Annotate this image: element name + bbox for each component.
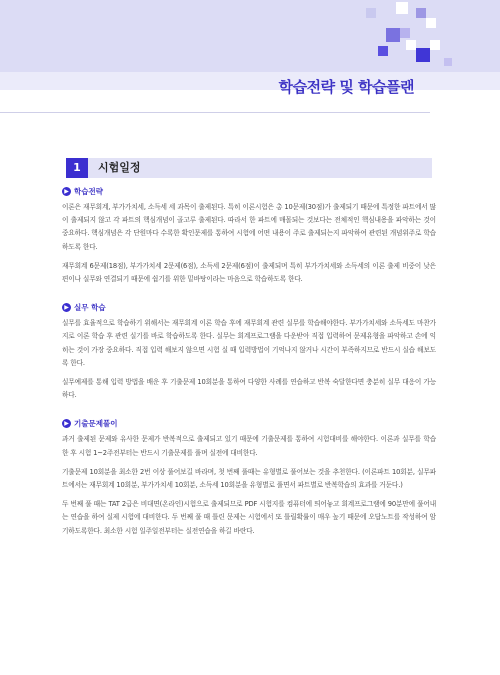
header-band-lower xyxy=(0,72,500,90)
paragraph: 이론은 재무회계, 부가가치세, 소득세 세 과목이 출제된다. 특히 이론시험은 총 10문제(30점)가 출제되기 때문에 특정한 파트에서 많이 출제되지 않고 각 파트의 핵심개념이 골고루 출제된다. 따라서 한 파트에 매몰되는 것보다는 전체적인 핵심내용을 파악하는 것이 중요하다. 핵심개념은 각 단원마다 수록한 확인문제를 통하여 시험에 어떤 내용이 주로 출제되는지 파악하여 관련된 개념위주로 학습하도록 한다. xyxy=(62,203,436,251)
paragraph: 과거 출제된 문제와 유사한 문제가 반복적으로 출제되고 있기 때문에 기출문제를 통하여 시험대비를 해야한다. 이론과 실무를 학습 한 후 시험 1~2주전부터는 반드시 기출문제를 풀며 실전에 대비한다. xyxy=(62,435,436,457)
paragraph: 실무를 효율적으로 학습하기 위해서는 재무회계 이론 학습 후에 재무회계 관련 실무를 학습해야한다. 부가가치세와 소득세도 마찬가지로 이론 학습 후 관련 실기를 바로 학습하도록 한다. 실무는 회계프로그램을 다운받아 직접 입력하여 문제유형을 파악하고 손에 익히는 것이 가장 중요하다. 직접 입력 해보지 않으면 시험 실 때 입력방법이 기억나지 않거나 시간이 부족하지므로 반드시 실습 해보도록 한다. xyxy=(62,319,436,367)
paragraph: 기출문제 10회분을 최소한 2번 이상 풀어보길 바라며, 첫 번째 풀때는 유형별로 풀어보는 것을 추천한다. (이론파트 10회분, 실무파트에서는 재무회계 10회분, 부가가치세 10회분, 소득세 10회분을 유형별로 풀면서 파트별로 반복학습의 효과를 거둔다.) xyxy=(62,467,436,490)
section-title: 시험일정 xyxy=(98,161,141,174)
arrow-bullet-icon: ▶ xyxy=(62,187,71,196)
block-past-exam-practice xyxy=(62,418,436,537)
arrow-bullet-icon: ▶ xyxy=(62,303,71,312)
subheading-label: 기출문제풀이 xyxy=(74,419,118,429)
paragraph: 두 번째 풀 때는 TAT 2급은 비대면(온라인)시험으로 출제되므로 PDF 시험지를 컴퓨터에 띄어놓고 회계프로그램에 90분만에 풀어내는 연습을 하여 실제 시험에 대비한다. 두 번째 풀 때 틀린 문제는 시험에서 또 틀릴확률이 매우 높기 때문에 오답노트를 작성하여 암기하도록한다. 최소한 시험 일주일전부터는 실전연습을 하길 바란다. xyxy=(62,500,436,535)
paragraph: 재무회계 6문제(18점), 부가가치세 2문제(6점), 소득세 2문제(6점)이 출제되며 특히 부가가치세와 소득세의 이론 출제 비중이 낮은 편이나 실무와 연결되기 때문에 쉽기를 위한 밑바탕이라는 마음으로 학습하도록 한다. xyxy=(62,261,436,284)
subheading xyxy=(62,302,436,313)
subheading xyxy=(62,418,436,429)
subheading-label: 학습전략 xyxy=(74,187,103,196)
subheading-label: 실무 학습 xyxy=(74,303,106,313)
paragraph: 실무예제를 통해 입력 방법을 배운 후 기출문제 10회분을 통하여 다양한 사례를 연습하고 반복 숙달한다면 충분히 실무 대응이 가능하다. xyxy=(62,378,436,400)
title-divider xyxy=(0,112,430,113)
block-practice-study xyxy=(62,302,436,402)
subheading xyxy=(62,186,436,197)
block-study-strategy xyxy=(62,186,436,286)
section-header xyxy=(66,158,432,178)
content-body xyxy=(62,186,436,544)
arrow-bullet-icon: ▶ xyxy=(62,419,71,428)
page-title: 학습전략 및 학습플랜 xyxy=(278,78,414,96)
section-number: 1 xyxy=(66,158,88,178)
